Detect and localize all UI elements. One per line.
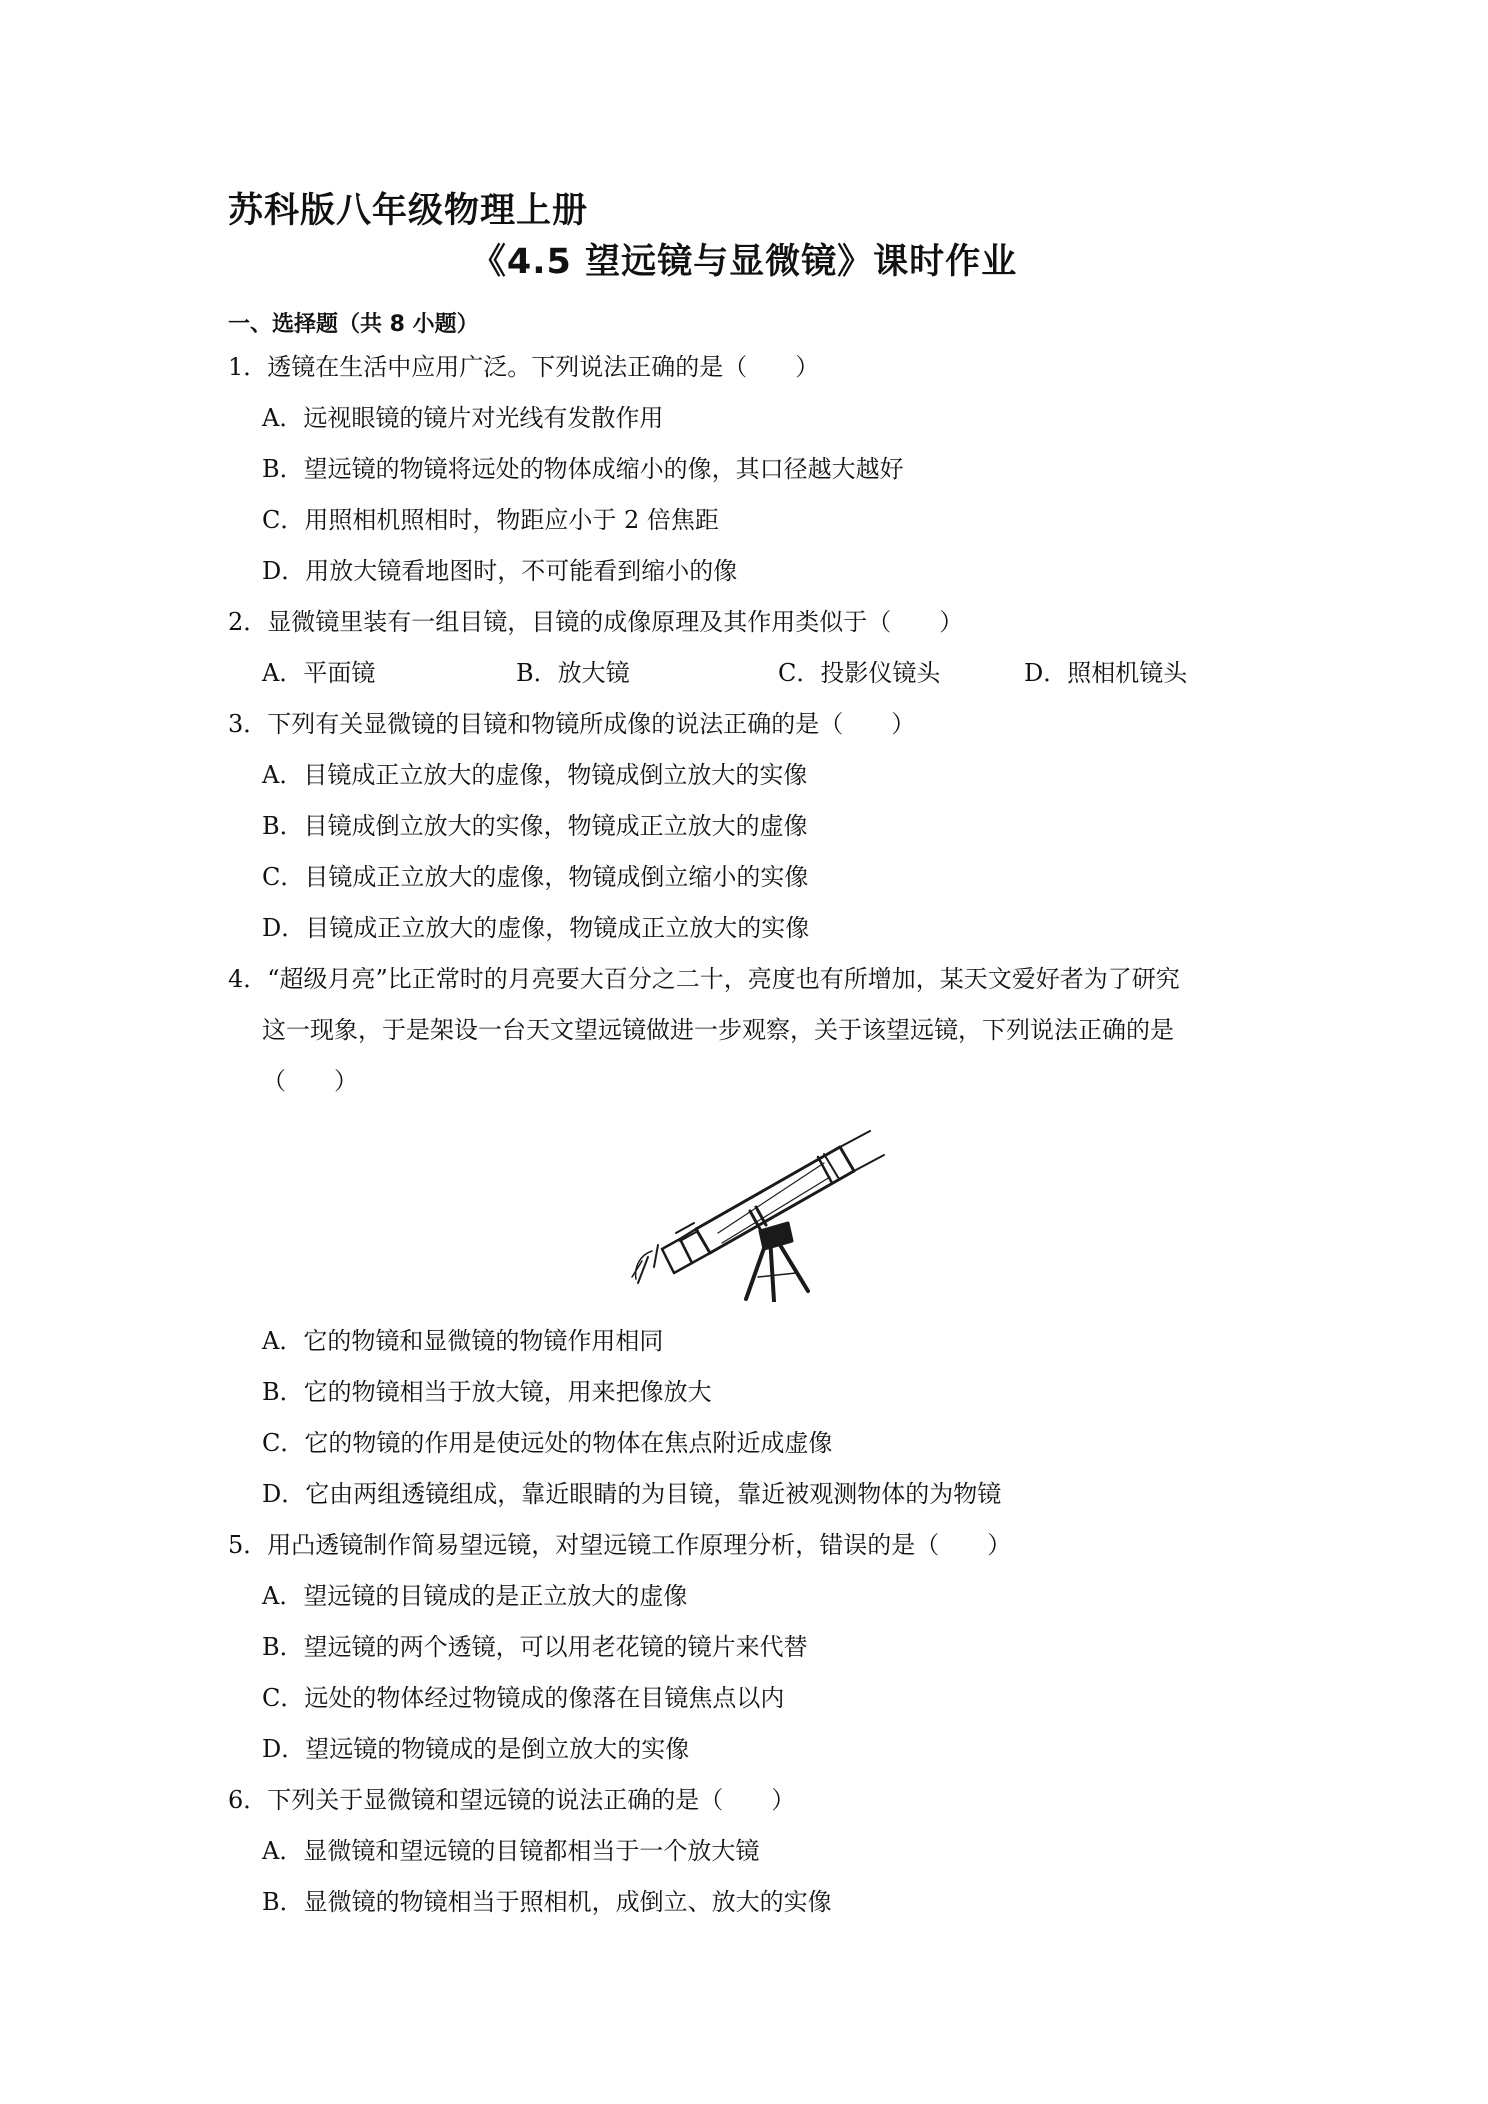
question-6-option-b: B．显微镜的物镜相当于照相机，成倒立、放大的实像	[262, 1888, 832, 1916]
question-6-stem: 6．下列关于显微镜和望远镜的说法正确的是（ ）	[228, 1786, 796, 1814]
question-4-option-d: D．它由两组透镜组成，靠近眼睛的为目镜，靠近被观测物体的为物镜	[262, 1480, 1002, 1508]
question-3-option-a: A．目镜成正立放大的虚像，物镜成倒立放大的实像	[262, 761, 808, 789]
question-1-option-c: C．用照相机照相时，物距应小于 2 倍焦距	[262, 506, 719, 534]
question-4-option-c: C．它的物镜的作用是使远处的物体在焦点附近成虚像	[262, 1429, 833, 1457]
question-5-option-d: D．望远镜的物镜成的是倒立放大的实像	[262, 1735, 690, 1763]
question-1-option-d: D．用放大镜看地图时，不可能看到缩小的像	[262, 557, 738, 585]
question-2-stem: 2．显微镜里装有一组目镜，目镜的成像原理及其作用类似于（ ）	[228, 608, 964, 636]
question-2-option-c: C．投影仪镜头	[778, 659, 941, 687]
question-1-stem: 1．透镜在生活中应用广泛。下列说法正确的是（ ）	[228, 353, 820, 381]
question-4-option-b: B．它的物镜相当于放大镜，用来把像放大	[262, 1378, 712, 1406]
question-4-stem-line3: （ ）	[262, 1067, 358, 1095]
question-5-option-a: A．望远镜的目镜成的是正立放大的虚像	[262, 1582, 688, 1610]
question-3-stem: 3．下列有关显微镜的目镜和物镜所成像的说法正确的是（ ）	[228, 710, 916, 738]
telescope-icon	[618, 1127, 888, 1302]
question-3-option-d: D．目镜成正立放大的虚像，物镜成正立放大的实像	[262, 914, 810, 942]
question-5-option-c: C．远处的物体经过物镜成的像落在目镜焦点以内	[262, 1684, 785, 1712]
document-title-line2: 《4.5 望远镜与显微镜》课时作业	[470, 242, 1018, 282]
question-5-option-b: B．望远镜的两个透镜，可以用老花镜的镜片来代替	[262, 1633, 808, 1661]
question-5-stem: 5．用凸透镜制作简易望远镜，对望远镜工作原理分析，错误的是（ ）	[228, 1531, 1012, 1559]
question-4-stem-line1: 4．“超级月亮”比正常时的月亮要大百分之二十，亮度也有所增加，某天文爱好者为了研究	[228, 965, 1180, 993]
question-4-stem-line2: 这一现象，于是架设一台天文望远镜做进一步观察，关于该望远镜，下列说法正确的是	[262, 1016, 1174, 1044]
section-heading: 一、选择题（共 8 小题）	[228, 312, 479, 337]
question-2-option-b: B．放大镜	[516, 659, 630, 687]
question-3-option-c: C．目镜成正立放大的虚像，物镜成倒立缩小的实像	[262, 863, 809, 891]
question-2-option-d: D．照相机镜头	[1024, 659, 1188, 687]
question-4-option-a: A．它的物镜和显微镜的物镜作用相同	[262, 1327, 664, 1355]
document-title-line1: 苏科版八年级物理上册	[228, 191, 589, 231]
question-6-option-a: A．显微镜和望远镜的目镜都相当于一个放大镜	[262, 1837, 760, 1865]
question-1-option-b: B．望远镜的物镜将远处的物体成缩小的像，其口径越大越好	[262, 455, 904, 483]
question-1-option-a: A．远视眼镜的镜片对光线有发散作用	[262, 404, 664, 432]
question-2-option-a: A．平面镜	[262, 659, 376, 687]
telescope-figure	[618, 1127, 888, 1302]
question-3-option-b: B．目镜成倒立放大的实像，物镜成正立放大的虚像	[262, 812, 808, 840]
